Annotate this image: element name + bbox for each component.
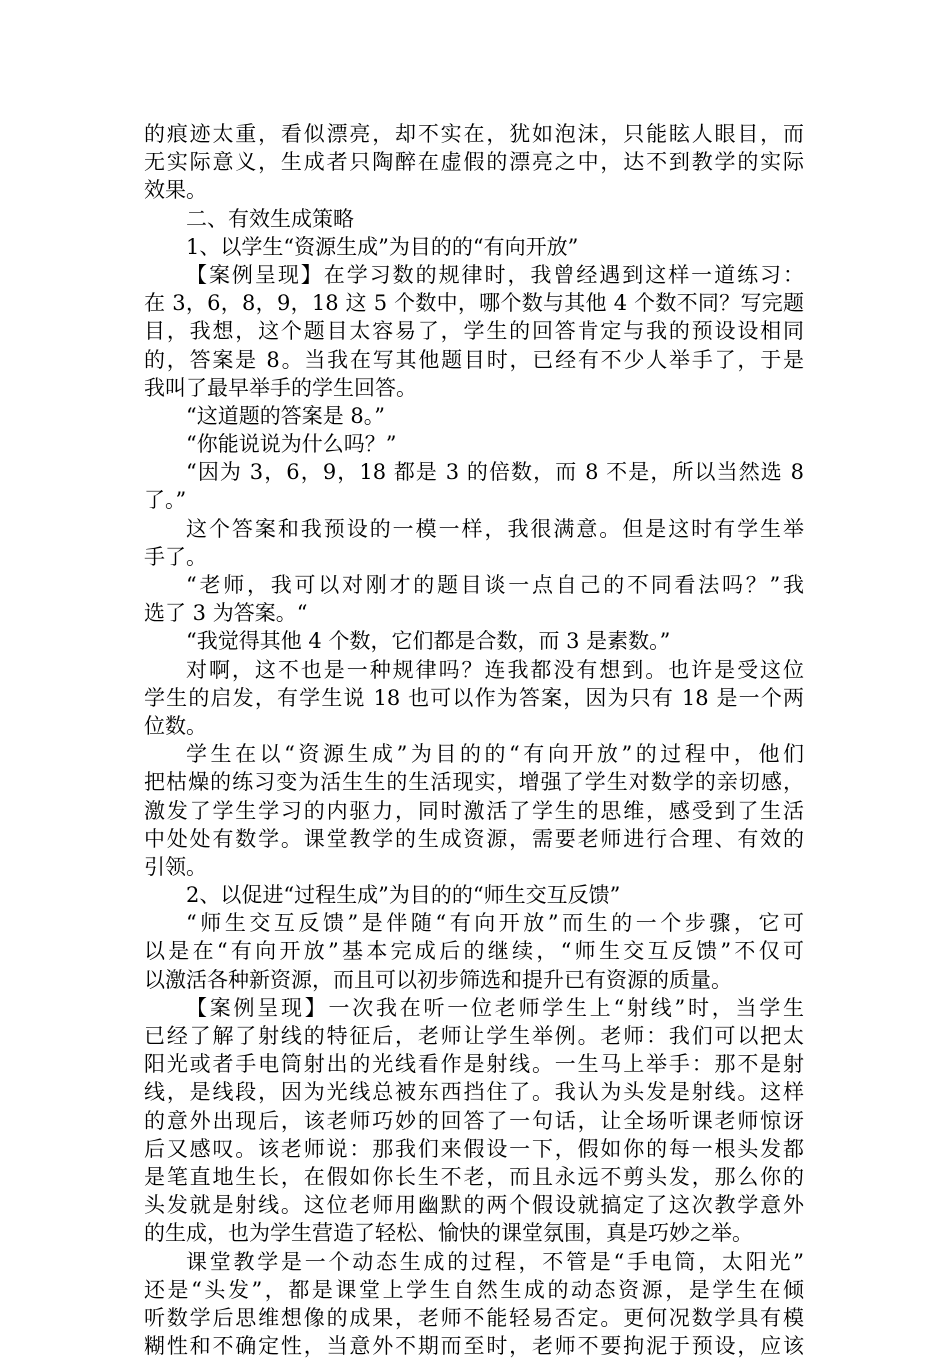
text-line: 目，我想，这个题目太容易了，学生的回答肯定与我的预设设相同: [144, 319, 804, 344]
text-line: 这个答案和我预设的一模一样，我很满意。但是这时有学生举: [186, 516, 804, 541]
text-line: 手了。: [144, 544, 207, 569]
text-line: 中处处有数学。课堂教学的生成资源，需要老师进行合理、有效的: [144, 826, 804, 851]
text-line: 位数。: [144, 713, 207, 738]
body-text: [144, 120, 804, 1360]
text-line: 【案例呈现】在学习数的规律时，我曾经遇到这样一道练习：: [186, 262, 804, 287]
text-line: 【案例呈现】一次我在听一位老师学生上“射线”时，当学生: [186, 995, 804, 1020]
text-line: “这道题的答案是 8。”: [186, 403, 386, 428]
text-line: 糊性和不确定性，当意外不期而至时，老师不要拘泥于预设，应该: [144, 1334, 804, 1359]
text-line: 把枯燥的练习变为活生生的生活现实，增强了学生对数学的亲切感，: [144, 770, 804, 795]
text-line: 头发就是射线。这位老师用幽默的两个假设就搞定了这次教学意外: [144, 1193, 804, 1218]
text-line: 2、以促进“过程生成”为目的的“师生交互反馈”: [186, 883, 621, 908]
text-line: 课堂教学是一个动态生成的过程，不管是“手电筒，太阳光”: [186, 1249, 804, 1274]
text-line: “你能说说为什么吗？”: [186, 432, 397, 457]
text-line: 引领。: [144, 854, 207, 879]
text-line: 线，是线段，因为光线总被东西挡住了。我认为头发是射线。这样: [144, 1080, 804, 1105]
text-line: 的意外出现后，该老师巧妙的回答了一句话，让全场听课老师惊讶: [144, 1108, 804, 1133]
text-line: 以激活各种新资源，而且可以初步筛选和提升已有资源的质量。: [144, 967, 732, 992]
text-line: 无实际意义，生成者只陶醉在虚假的漂亮之中，达不到教学的实际: [144, 150, 804, 175]
text-line: 了。”: [144, 488, 187, 513]
text-line: 的痕迹太重，看似漂亮，却不实在，犹如泡沫，只能眩人眼目，而: [144, 122, 804, 146]
text-line: 对啊，这不也是一种规律吗？连我都没有想到。也许是受这位: [186, 657, 804, 682]
text-line: 已经了解了射线的特征后，老师让学生举例。老师：我们可以把太: [144, 1024, 804, 1048]
text-line: “老师，我可以对刚才的题目谈一点自己的不同看法吗？”我: [186, 573, 804, 597]
text-line: 的，答案是 8。当我在写其他题目时，已经有不少人举手了，于是: [144, 347, 804, 372]
text-line: “我觉得其他 4 个数，它们都是合数，而 3 是素数。”: [186, 629, 671, 654]
text-line: 效果。: [144, 178, 207, 203]
text-line: 后又感叹。该老师说：那我们来假设一下，假如你的每一根头发都: [144, 1136, 804, 1161]
text-line: 二、有效生成策略: [186, 206, 354, 231]
text-line: 我叫了最早举手的学生回答。: [144, 375, 417, 400]
text-line: 阳光或者手电筒射出的光线看作是射线。一生马上举手：那不是射: [144, 1052, 804, 1077]
text-line: 1、以学生“资源生成”为目的的“有向开放”: [186, 234, 579, 259]
text-line: 学生的启发，有学生说 18 也可以作为答案，因为只有 18 是一个两: [144, 685, 804, 710]
text-line: 在 3，6，8，9，18 这 5 个数中，哪个数与其他 4 个数不同？写完题: [144, 291, 804, 316]
text-line: 还是“头发”，都是课堂上学生自然生成的动态资源，是学生在倾: [144, 1277, 804, 1302]
text-line: 激发了学生学习的内驱力，同时激活了学生的思维，感受到了生活: [144, 798, 804, 823]
text-line: “因为 3，6，9，18 都是 3 的倍数，而 8 不是，所以当然选 8: [186, 460, 804, 485]
text-line: “师生交互反馈”是伴随“有向开放”而生的一个步骤，它可: [186, 911, 804, 936]
text-line: 以是在“有向开放”基本完成后的继续，“师生交互反馈”不仅可: [144, 939, 804, 964]
text-line: 的生成，也为学生营造了轻松、愉快的课堂氛围，真是巧妙之举。: [144, 1221, 753, 1246]
text-line: 选了 3 为答案。“: [144, 601, 308, 626]
text-line: 是笔直地生长，在假如你长生不老，而且永远不剪头发，那么你的: [144, 1164, 804, 1189]
text-line: 听数学后思维想像的成果，老师不能轻易否定。更何况数学具有模: [144, 1305, 804, 1330]
text-line: 学生在以“资源生成”为目的的“有向开放”的过程中，他们: [186, 742, 804, 767]
